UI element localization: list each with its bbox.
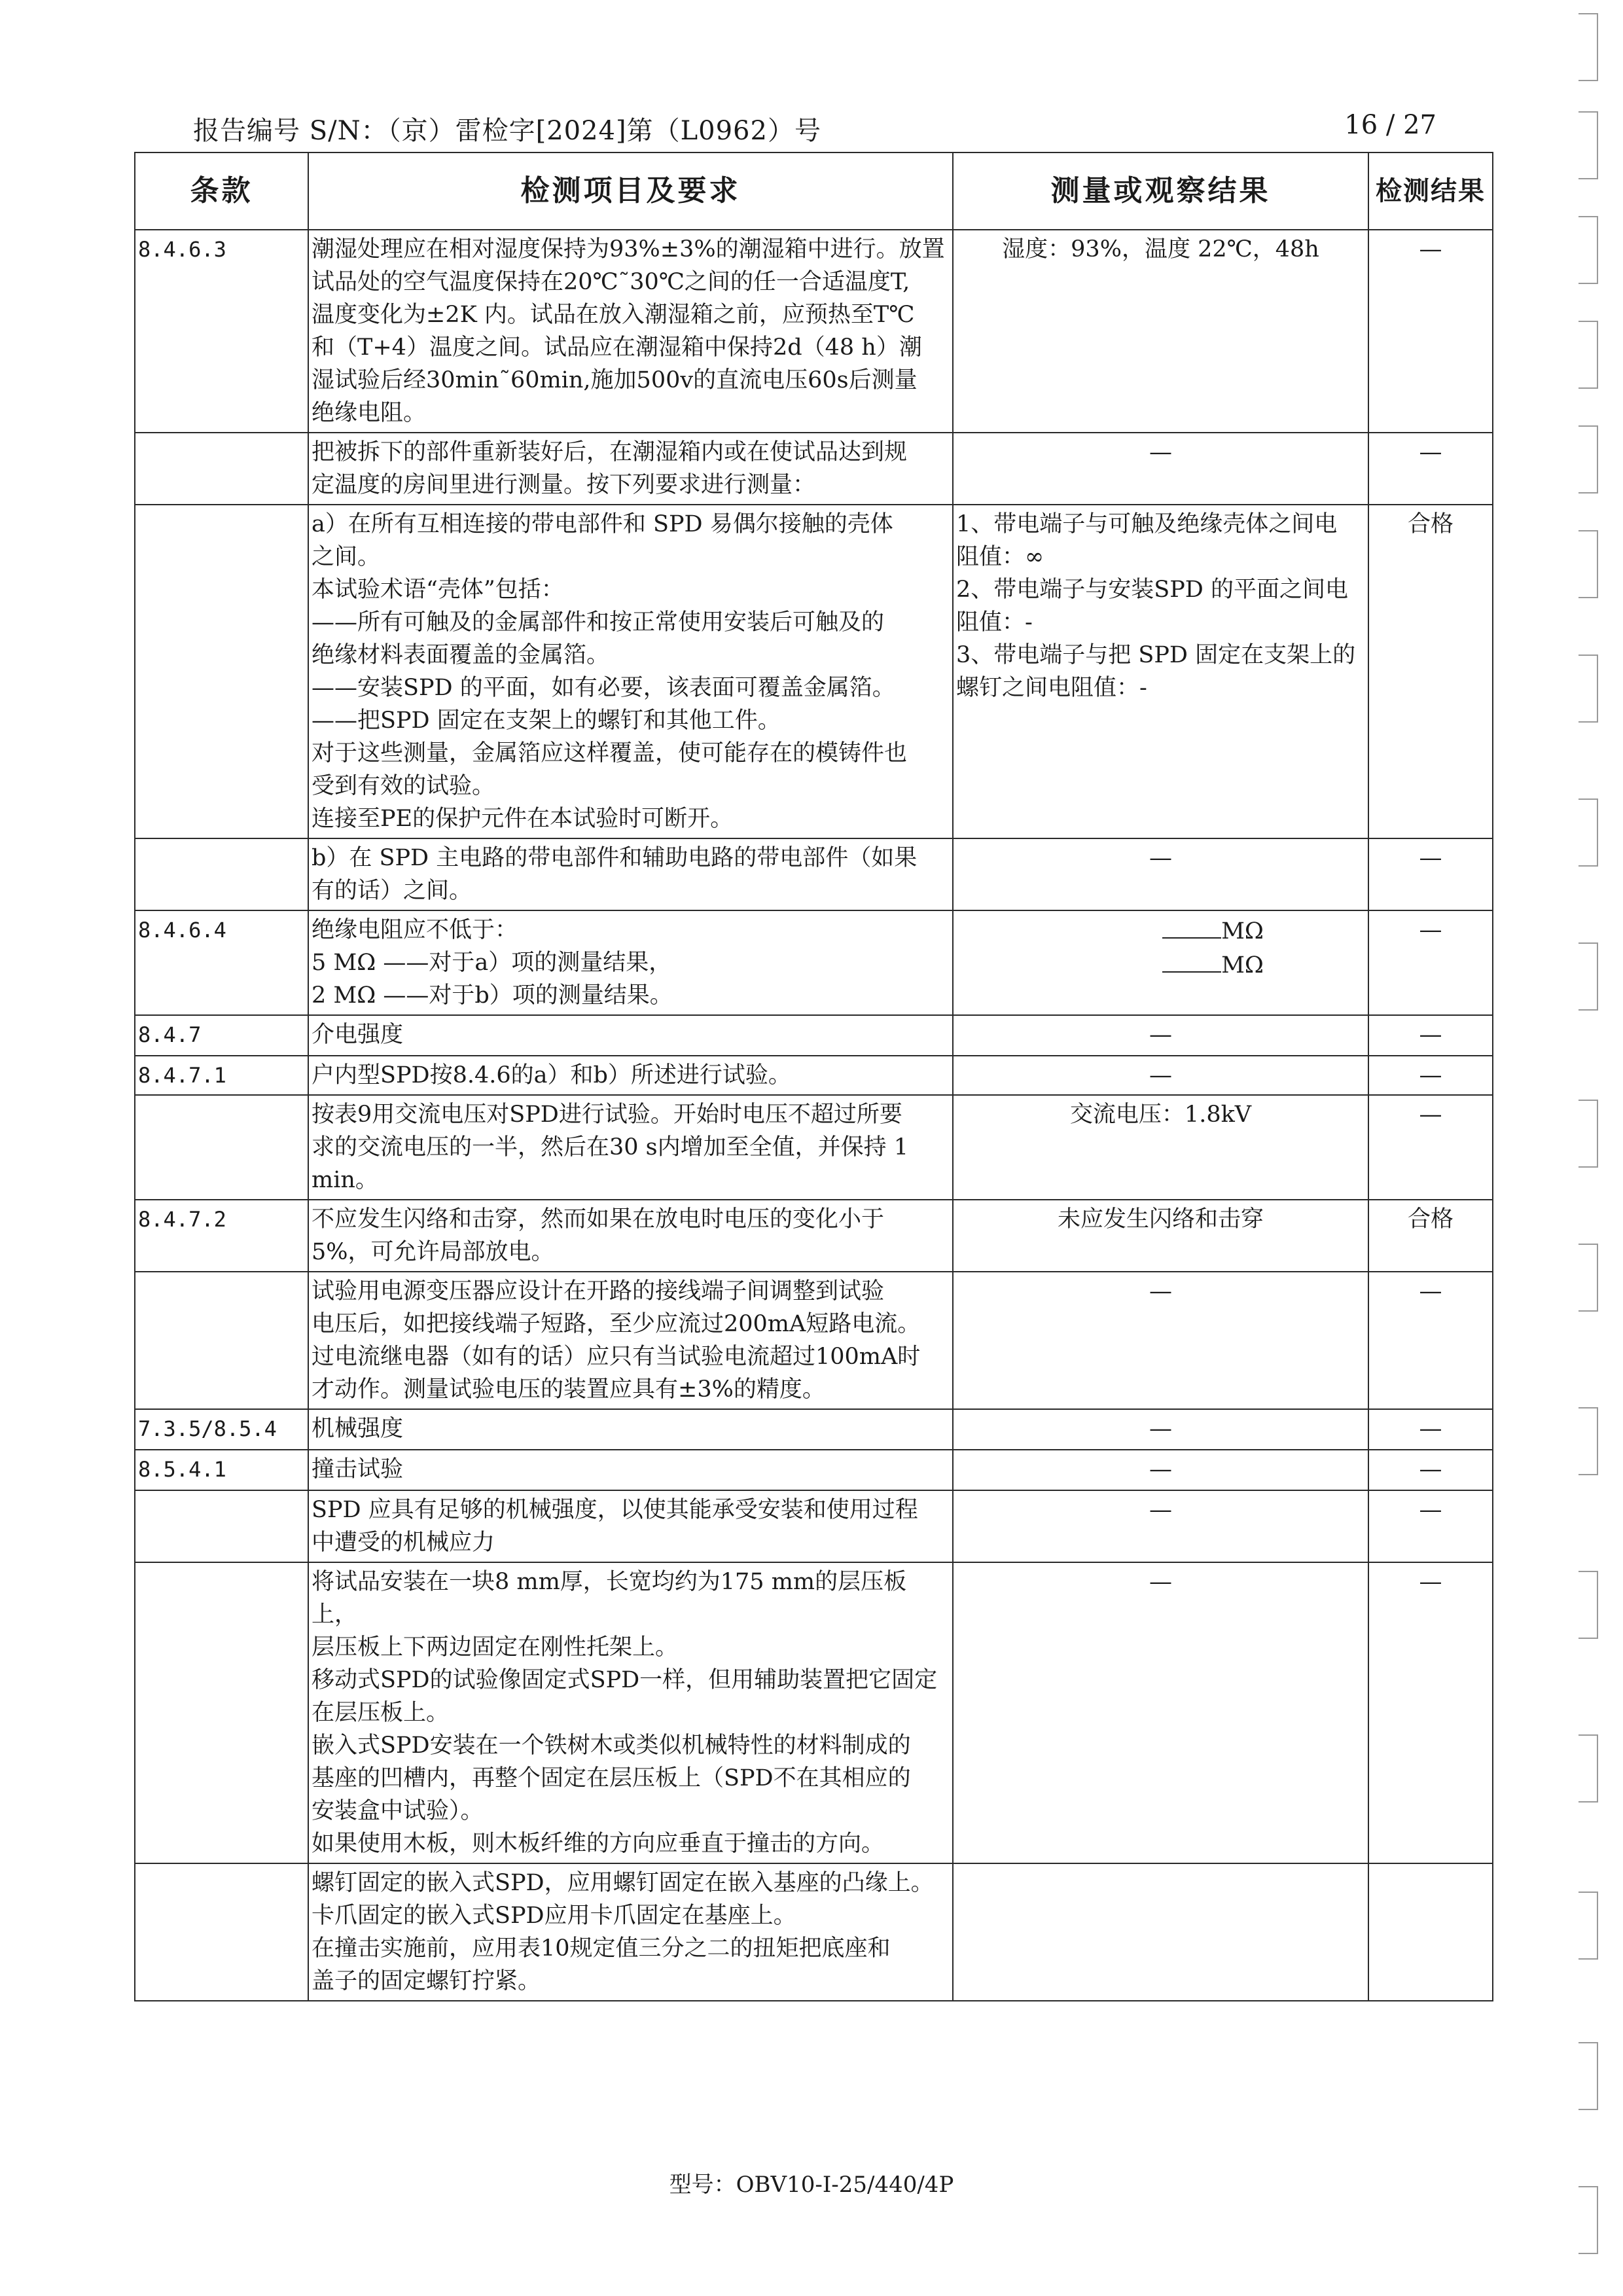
requirement-cell bbox=[308, 1450, 953, 1490]
requirement-line: 绝缘电阻。 bbox=[312, 400, 427, 426]
observation-line: — bbox=[1149, 1456, 1172, 1482]
table-row bbox=[135, 1450, 1493, 1490]
observation-cell bbox=[953, 1490, 1368, 1562]
clause-cell bbox=[135, 838, 308, 910]
requirement-line: 对于这些测量，金属箔应这样覆盖，使可能存在的模铸件也 bbox=[312, 740, 908, 766]
table-row bbox=[135, 1095, 1493, 1200]
observation-line: 1、带电端子与可触及绝缘壳体之间电 bbox=[956, 511, 1338, 537]
header-item: 检测项目及要求 bbox=[308, 152, 953, 230]
resistance-blank bbox=[956, 914, 1365, 948]
result-cell: — bbox=[1368, 1015, 1493, 1056]
requirement-line: 嵌入式SPD安装在一个铁树木或类似机械特性的材料制成的 bbox=[312, 1732, 911, 1759]
observation-line: 阻值：∞ bbox=[956, 544, 1044, 570]
result-cell: — bbox=[1368, 1450, 1493, 1490]
table-row bbox=[135, 838, 1493, 910]
result-cell: 合格 bbox=[1368, 1200, 1493, 1272]
observation-cell bbox=[953, 1056, 1368, 1095]
unit-label: MΩ bbox=[1221, 952, 1264, 978]
requirement-line: 按表9用交流电压对SPD进行试验。开始时电压不超过所要 bbox=[312, 1102, 902, 1128]
observation-cell bbox=[953, 838, 1368, 910]
requirement-line: 机械强度 bbox=[312, 1416, 404, 1442]
requirement-line: 将试品安装在一块8 mm厚，长宽均约为175 mm的层压板上， bbox=[312, 1569, 907, 1628]
header-result: 检测结果 bbox=[1368, 152, 1493, 230]
requirement-cell bbox=[308, 838, 953, 910]
requirement-line: 5%，可允许局部放电。 bbox=[312, 1239, 554, 1265]
inspection-table bbox=[134, 152, 1493, 2001]
clause-cell bbox=[135, 433, 308, 505]
requirement-line: 之间。 bbox=[312, 544, 381, 570]
requirement-line: 和（T+4）温度之间。试品应在潮湿箱中保持2d（48 h）潮 bbox=[312, 334, 922, 361]
observation-cell bbox=[953, 1562, 1368, 1863]
clause-cell bbox=[135, 1490, 308, 1562]
table-row bbox=[135, 1409, 1493, 1450]
result-cell: — bbox=[1368, 1095, 1493, 1200]
binding-marks bbox=[1577, 0, 1603, 2296]
observation-line: — bbox=[1149, 1062, 1172, 1088]
observation-line: 2、带电端子与安装SPD 的平面之间电 bbox=[956, 577, 1348, 603]
observation-cell bbox=[953, 1200, 1368, 1272]
requirement-line: 在层压板上。 bbox=[312, 1700, 450, 1726]
requirement-cell bbox=[308, 505, 953, 838]
observation-cell bbox=[953, 1272, 1368, 1409]
clause-cell bbox=[135, 1272, 308, 1409]
observation-line: — bbox=[1149, 1569, 1172, 1595]
requirement-line: 盖子的固定螺钉拧紧。 bbox=[312, 1968, 541, 1994]
requirement-line: 连接至PE的保护元件在本试验时可断开。 bbox=[312, 806, 734, 832]
table-row bbox=[135, 1200, 1493, 1272]
result-cell: — bbox=[1368, 433, 1493, 505]
observation-cell bbox=[953, 1450, 1368, 1490]
requirement-line: 安装盒中试验）。 bbox=[312, 1798, 484, 1824]
requirement-line: 在撞击实施前，应用表10规定值三分之二的扭矩把底座和 bbox=[312, 1935, 891, 1962]
requirement-line: 中遭受的机械应力 bbox=[312, 1530, 495, 1556]
page-number: 16 / 27 bbox=[1344, 110, 1436, 140]
table-row bbox=[135, 1015, 1493, 1056]
requirement-cell bbox=[308, 1490, 953, 1562]
observation-cell bbox=[953, 505, 1368, 838]
blank-line bbox=[1162, 914, 1221, 939]
requirement-line: 定温度的房间里进行测量。按下列要求进行测量： bbox=[312, 472, 816, 498]
clause-cell bbox=[135, 1562, 308, 1863]
requirement-cell bbox=[308, 230, 953, 433]
blank-line bbox=[1162, 948, 1221, 973]
report-number: 报告编号 S/N：（京）雷检字[2024]第（L0962）号 bbox=[193, 116, 821, 146]
observation-line: — bbox=[1149, 1497, 1172, 1523]
requirement-line: 把被拆下的部件重新装好后，在潮湿箱内或在使试品达到规 bbox=[312, 439, 908, 465]
result-cell: — bbox=[1368, 230, 1493, 433]
requirement-line: 螺钉固定的嵌入式SPD，应用螺钉固定在嵌入基座的凸缘上。 bbox=[312, 1870, 934, 1896]
observation-cell bbox=[953, 1863, 1368, 2001]
result-cell: 合格 bbox=[1368, 505, 1493, 838]
requirement-line: 户内型SPD按8.4.6的a）和b）所述进行试验。 bbox=[312, 1062, 791, 1088]
requirement-cell bbox=[308, 1272, 953, 1409]
requirement-line: 潮湿处理应在相对湿度保持为93%±3%的潮湿箱中进行。放置 bbox=[312, 236, 945, 262]
observation-line: 未应发生闪络和击穿 bbox=[1057, 1206, 1264, 1232]
requirement-cell bbox=[308, 1095, 953, 1200]
clause-cell bbox=[135, 1863, 308, 2001]
result-cell: — bbox=[1368, 838, 1493, 910]
observation-line: 湿度：93%，温度 22℃，48h bbox=[1002, 236, 1319, 262]
table-row bbox=[135, 433, 1493, 505]
model-footer: 型号：OBV10-I-25/440/4P bbox=[669, 2172, 954, 2198]
table-row bbox=[135, 1056, 1493, 1095]
clause-cell bbox=[135, 1095, 308, 1200]
resistance-blank bbox=[956, 948, 1365, 982]
result-cell: — bbox=[1368, 1056, 1493, 1095]
requirement-line: min。 bbox=[312, 1167, 378, 1193]
requirement-line: 试品处的空气温度保持在20℃˜30℃之间的任一合适温度T, bbox=[312, 269, 910, 295]
requirement-line: 电压后，如把接线端子短路，至少应流过200mA短路电流。 bbox=[312, 1311, 921, 1337]
table-row bbox=[135, 1272, 1493, 1409]
requirement-line: 介电强度 bbox=[312, 1022, 404, 1048]
table-row bbox=[135, 1863, 1493, 2001]
observation-cell bbox=[953, 1015, 1368, 1056]
table-row bbox=[135, 1562, 1493, 1863]
requirement-line: b）在 SPD 主电路的带电部件和辅助电路的带电部件（如果 bbox=[312, 845, 918, 871]
requirement-line: 试验用电源变压器应设计在开路的接线端子间调整到试验 bbox=[312, 1278, 885, 1304]
requirement-line: 湿试验后经30min˜60min,施加500v的直流电压60s后测量 bbox=[312, 367, 918, 393]
clause-cell: 7.3.5/8.5.4 bbox=[135, 1409, 308, 1450]
observation-cell bbox=[953, 433, 1368, 505]
requirement-line: 基座的凹槽内，再整个固定在层压板上（SPD不在其相应的 bbox=[312, 1765, 911, 1791]
observation-cell bbox=[953, 910, 1368, 1015]
observation-line: — bbox=[1149, 1022, 1172, 1048]
requirement-line: 求的交流电压的一半，然后在30 s内增加至全值，并保持 1 bbox=[312, 1134, 909, 1160]
result-cell bbox=[1368, 1863, 1493, 2001]
header-clause: 条款 bbox=[135, 152, 308, 230]
table-row bbox=[135, 230, 1493, 433]
requirement-line: 卡爪固定的嵌入式SPD应用卡爪固定在基座上。 bbox=[312, 1903, 796, 1929]
table-row bbox=[135, 1490, 1493, 1562]
table-row bbox=[135, 910, 1493, 1015]
clause-cell: 8.5.4.1 bbox=[135, 1450, 308, 1490]
table-header-row bbox=[135, 152, 1493, 230]
observation-cell bbox=[953, 1095, 1368, 1200]
clause-cell: 8.4.6.3 bbox=[135, 230, 308, 433]
requirement-line: ——安装SPD 的平面，如有必要，该表面可覆盖金属箔。 bbox=[312, 675, 895, 701]
requirement-cell bbox=[308, 1056, 953, 1095]
observation-cell bbox=[953, 1409, 1368, 1450]
result-cell: — bbox=[1368, 1490, 1493, 1562]
requirement-line: 层压板上下两边固定在刚性托架上。 bbox=[312, 1634, 679, 1660]
result-cell: — bbox=[1368, 1409, 1493, 1450]
requirement-line: ——所有可触及的金属部件和按正常使用安装后可触及的 bbox=[312, 609, 885, 636]
requirement-line: SPD 应具有足够的机械强度，以使其能承受安装和使用过程 bbox=[312, 1497, 918, 1523]
requirement-cell bbox=[308, 1562, 953, 1863]
clause-cell: 8.4.7.2 bbox=[135, 1200, 308, 1272]
requirement-line: 本试验术语“壳体”包括： bbox=[312, 577, 564, 603]
requirement-cell bbox=[308, 1863, 953, 2001]
requirement-line: 绝缘电阻应不低于： bbox=[312, 917, 518, 943]
requirement-line: 才动作。测量试验电压的装置应具有±3%的精度。 bbox=[312, 1376, 825, 1403]
result-cell: — bbox=[1368, 1562, 1493, 1863]
observation-line: — bbox=[1149, 845, 1172, 871]
requirement-line: 2 MΩ ——对于b）项的测量结果。 bbox=[312, 982, 673, 1009]
requirement-line: a）在所有互相连接的带电部件和 SPD 易偶尔接触的壳体 bbox=[312, 511, 893, 537]
observation-line: 3、带电端子与把 SPD 固定在支架上的 bbox=[956, 642, 1356, 668]
requirement-line: ——把SPD 固定在支架上的螺钉和其他工件。 bbox=[312, 708, 781, 734]
clause-cell: 8.4.6.4 bbox=[135, 910, 308, 1015]
requirement-line: 不应发生闪络和击穿，然而如果在放电时电压的变化小于 bbox=[312, 1206, 885, 1232]
observation-line: — bbox=[1149, 1416, 1172, 1442]
requirement-line: 如果使用木板，则木板纤维的方向应垂直于撞击的方向。 bbox=[312, 1831, 885, 1857]
requirement-cell bbox=[308, 1015, 953, 1056]
observation-cell bbox=[953, 230, 1368, 433]
requirement-line: 温度变化为±2K 内。试品在放入潮湿箱之前，应预热至T℃ bbox=[312, 302, 915, 328]
observation-line: 交流电压：1.8kV bbox=[1069, 1102, 1252, 1128]
header-observation: 测量或观察结果 bbox=[953, 152, 1368, 230]
report-header bbox=[193, 110, 1436, 149]
requirement-line: 有的话）之间。 bbox=[312, 878, 473, 904]
clause-cell bbox=[135, 505, 308, 838]
requirement-line: 绝缘材料表面覆盖的金属箔。 bbox=[312, 642, 610, 668]
result-cell: — bbox=[1368, 1272, 1493, 1409]
requirement-cell bbox=[308, 1409, 953, 1450]
result-cell: — bbox=[1368, 910, 1493, 1015]
observation-line: 螺钉之间电阻值：- bbox=[956, 675, 1147, 701]
observation-line: — bbox=[1149, 439, 1172, 465]
clause-cell: 8.4.7 bbox=[135, 1015, 308, 1056]
requirement-line: 移动式SPD的试验像固定式SPD一样，但用辅助装置把它固定 bbox=[312, 1667, 938, 1693]
requirement-line: 受到有效的试验。 bbox=[312, 773, 495, 799]
observation-line: 阻值：- bbox=[956, 609, 1033, 636]
requirement-line: 5 MΩ ——对于a）项的测量结果， bbox=[312, 950, 672, 976]
requirement-cell bbox=[308, 910, 953, 1015]
table-row bbox=[135, 505, 1493, 838]
unit-label: MΩ bbox=[1221, 918, 1264, 944]
requirement-cell bbox=[308, 433, 953, 505]
requirement-line: 过电流继电器（如有的话）应只有当试验电流超过100mA时 bbox=[312, 1344, 921, 1370]
observation-line: — bbox=[1149, 1278, 1172, 1304]
requirement-cell bbox=[308, 1200, 953, 1272]
requirement-line: 撞击试验 bbox=[312, 1456, 404, 1482]
clause-cell: 8.4.7.1 bbox=[135, 1056, 308, 1095]
